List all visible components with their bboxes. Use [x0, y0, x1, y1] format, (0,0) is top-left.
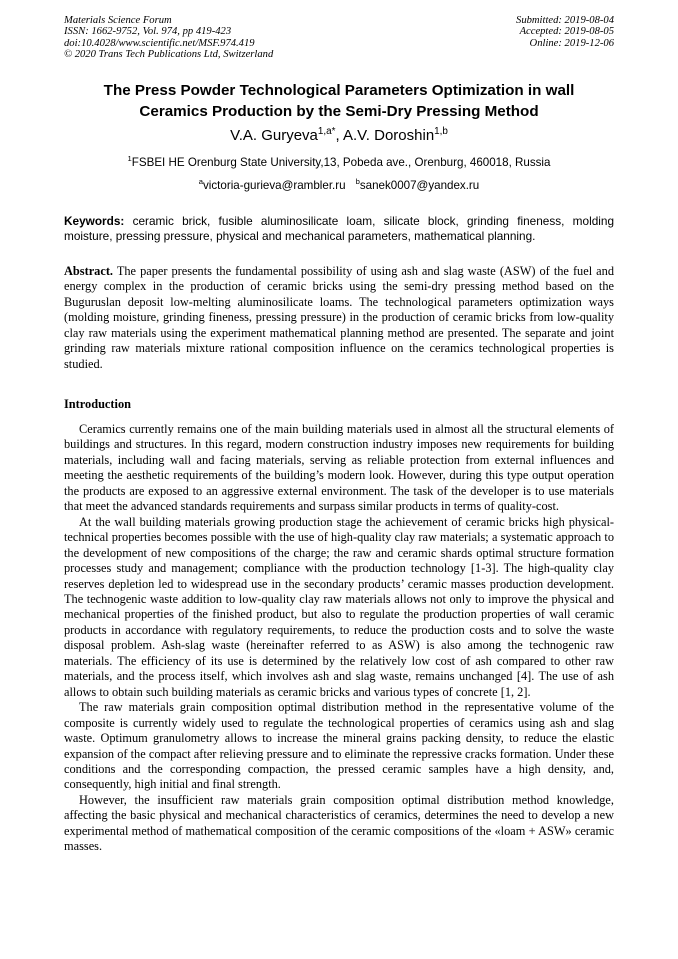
email-a-marker: a — [198, 177, 203, 187]
doi-line: doi:10.4028/www.scientific.net/MSF.974.419 — [64, 37, 255, 49]
introduction-heading: Introduction — [64, 397, 131, 411]
affiliation-text: FSBEI HE Orenburg State University,13, Pobeda ave., Orenburg, 460018, Russia — [131, 156, 551, 169]
submitted-date: Submitted: 2019-08-04 — [516, 15, 614, 26]
email-b-marker: b — [355, 177, 360, 187]
author-emails — [40, 179, 638, 193]
abstract-label: Abstract. — [64, 264, 114, 278]
abstract-text: The paper presents the fundamental possibility of using ash and slag waste (ASW) of the fuel and energy complex in the production of ceramic bricks using the semi-dry pressing method based on the Buguruslan deposit low-melting aluminosilicate loams. The technological parameters optimization ways (molding moisture, grinding fineness, pressing pressure) in the production of ceramic bricks from low-quality clay raw materials using the experiment mathematical planning method are presented. The separate and joint grinding raw materials mixture rational composition influence on the ceramics technological properties is studied. — [64, 264, 614, 371]
author-separator: , — [335, 127, 343, 144]
email-b[interactable]: sanek0007@yandex.ru — [359, 179, 480, 192]
copyright-line: © 2020 Trans Tech Publications Ltd, Switzerland — [64, 49, 274, 61]
paragraph: However, the insufficient raw materials grain composition optimal distribution method knowledge, affecting the basic physical and mechanical characteristics of ceramics, determines the need to develop a new experimental method of mathematical composition of the ceramic compositions of the «loam + ASW» ceramic masses. — [64, 792, 614, 854]
online-date: Online: 2019-12-06 — [529, 37, 614, 49]
publication-dates — [516, 15, 614, 49]
accepted-date: Accepted: 2019-08-05 — [519, 26, 614, 38]
paragraph: The raw materials grain composition optimal distribution method in the representative volume of the composite is currently widely used to regulate the technological properties of ceramics using ash and slag waste. Optimum granulometry allows to increase the mineral grains packing density, to reduce the elastic expansion of the compact after relieving pressure and to eliminate the repressive cracks formation. Under these conditions and the corresponding compaction, the pressed ceramic samples have a high density, and, consequently, high initial and final strength. — [64, 700, 614, 792]
paragraph: At the wall building materials growing production stage the achievement of ceramic bricks high physical-technical properties becomes possible with the use of high-quality clay raw materials; a systematic approach to the development of new compositions of the charge; the raw and ceramic shards optimal structure formation processes study and management; compliance with the production technology [1-3]. The high-quality clay reserves depletion led to widespread use in the secondary products’ ceramic masses production development. The technogenic waste addition to low-quality clay raw materials allows not only to improve the physical and mechanical properties of the finished product, but also to regulate the production properties of wall ceramic products in accordance with regulatory requirements, to reduce the production costs and to solve the waste disposal problem. Ash-slag waste (hereinafter referred to as ASW) is also among the technogenic raw materials. The efficiency of its use is determined by the relatively low cost of ash compared to other raw materials, and the process itself, which involves ash and slag waste, remains unchanged [4]. The use of ash allows to obtain such building materials as ceramic bricks and various types of concrete [1, 2]. — [64, 514, 614, 699]
title-line-2: Ceramics Production by the Semi-Dry Pressing Method — [139, 103, 539, 120]
abstract-section — [64, 264, 614, 372]
author-1-name: V.A. Guryeva — [230, 127, 318, 144]
keywords-label: Keywords: — [64, 214, 125, 228]
affiliation-marker: 1 — [127, 154, 132, 164]
journal-info — [64, 15, 273, 61]
author-list — [40, 127, 638, 145]
keywords-text: ceramic brick, fusible aluminosilicate loam, silicate block, grinding fineness, molding moisture, pressing pressure, physical and mechanical parameters, mathematical planning. — [64, 214, 614, 243]
journal-name: Materials Science Forum — [64, 15, 172, 26]
email-a[interactable]: victoria-gurieva@rambler.ru — [203, 179, 346, 192]
author-2-name: A.V. Doroshin — [343, 127, 435, 144]
paper-title — [40, 80, 638, 122]
paragraph: Ceramics currently remains one of the main building materials used in almost all the structural elements of buildings and structures. In this regard, modern construction industry imposes new requirements for building materials, including wall and facing materials, serving as reliable protection from external influences and meeting the aesthetic requirements of the building’s modern look. However, during this type output operation the products are exposed to an aggressive external environment. The task of the developer is to use materials that meet the advanced standards requirements and surpass similar products in terms of quality-cost. — [64, 422, 614, 514]
introduction-body — [64, 422, 614, 855]
affiliation — [30, 156, 648, 170]
keywords-section — [64, 214, 614, 244]
author-1-marker: 1,a* — [317, 126, 336, 137]
author-2-marker: 1,b — [434, 126, 448, 137]
title-line-1: The Press Powder Technological Parameters Optimization in wall — [103, 82, 575, 99]
issn-line: ISSN: 1662-9752, Vol. 974, pp 419-423 — [64, 26, 232, 38]
